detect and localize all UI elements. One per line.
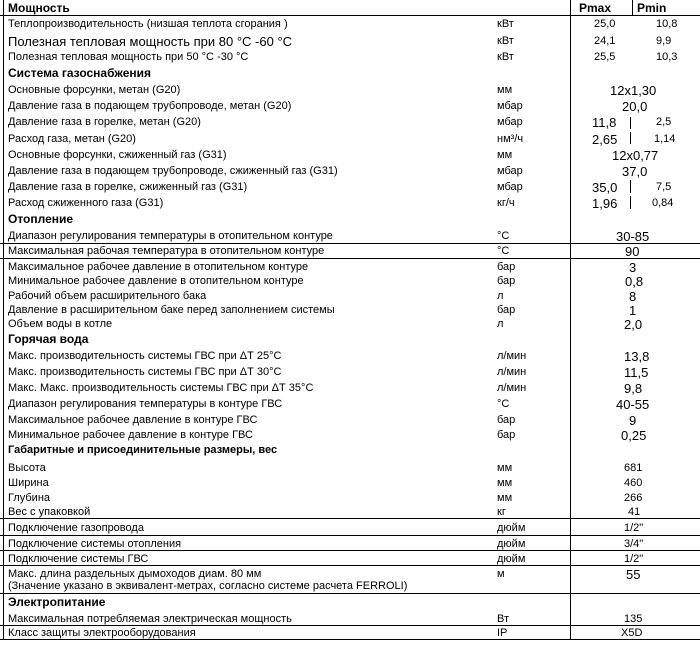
row-value: 9	[629, 413, 637, 428]
row-min: 10,8	[656, 18, 678, 30]
table-row	[0, 536, 700, 551]
row-unit: кВт	[497, 18, 514, 30]
row-label: Давление в расширительном баке перед заполнением системы	[8, 304, 335, 316]
row-unit: бар	[497, 275, 516, 287]
row-value: 3	[629, 260, 637, 275]
row-label: Минимальное рабочее давление в отопительном контуре	[8, 275, 304, 287]
row-label: Вес с упаковкой	[8, 506, 91, 518]
row-value: 12x0,77	[612, 148, 659, 163]
table-row	[0, 195, 700, 211]
row-unit: мм	[497, 462, 513, 474]
row-label: Основные форсунки, метан (G20)	[8, 84, 181, 96]
table-row	[0, 131, 700, 147]
table-row	[0, 519, 700, 536]
table-row	[0, 412, 700, 427]
table-row	[0, 348, 700, 364]
row-unit: кВт	[497, 35, 514, 47]
row-max: 1,96	[592, 196, 618, 211]
table-row	[0, 460, 700, 475]
section-hotwater	[0, 331, 700, 347]
row-value: 2,0	[624, 317, 643, 332]
row-unit: бар	[497, 261, 516, 273]
row-label: Класс защиты электрооборудования	[8, 627, 196, 639]
table-row	[0, 364, 700, 380]
table-row	[0, 98, 700, 114]
row-min: 10,3	[656, 51, 678, 63]
row-min: 2,5	[656, 116, 672, 128]
row-label: Макс. Макс. производительность системы ГВС при ΔТ 35°С	[8, 382, 314, 394]
section-gas	[0, 65, 700, 81]
table-row	[0, 259, 700, 274]
section-title: Горячая вода	[8, 332, 89, 346]
row-unit: л/мин	[497, 350, 527, 362]
row-label: Расход газа, метан (G20)	[8, 133, 136, 145]
row-unit: л	[497, 290, 504, 302]
row-unit: мбар	[497, 181, 523, 193]
row-max: 25,0	[594, 18, 616, 30]
table-row	[0, 611, 700, 626]
row-label: Давление газа в горелке, метан (G20)	[8, 116, 201, 128]
row-unit: нм³/ч	[497, 133, 524, 145]
table-row	[0, 427, 700, 443]
row-unit: дюйм	[497, 522, 526, 534]
row-unit: кВт	[497, 51, 514, 63]
row-label: Минимальное рабочее давление в контуре ГВС	[8, 429, 253, 441]
value-column-divider	[570, 0, 571, 640]
row-label: Подключение системы отопления	[8, 538, 182, 550]
row-label: Давление газа в подающем трубопроводе, сжиженный газ (G31)	[8, 165, 338, 177]
table-row	[0, 490, 700, 505]
row-label: Подключение газопровода	[8, 522, 144, 534]
row-label: Макс. производительность системы ГВС при ΔТ 30°С	[8, 366, 282, 378]
row-max: 11,8	[592, 115, 617, 130]
section-title: Габаритные и присоединительные размеры, вес	[8, 444, 278, 456]
row-value: 13,8	[624, 349, 650, 364]
row-value: 1	[629, 303, 637, 318]
row-label: Расход сжиженного газа (G31)	[8, 197, 164, 209]
minmax-divider	[630, 196, 631, 209]
header-divider	[0, 15, 700, 16]
left-border	[3, 0, 4, 640]
row-unit: °С	[497, 245, 510, 257]
row-value: X5D	[621, 627, 643, 639]
row-unit: мбар	[497, 165, 523, 177]
table-row	[0, 380, 700, 396]
row-unit: кг/ч	[497, 197, 515, 209]
row-value: 1/2"	[624, 522, 644, 534]
table-row	[0, 16, 700, 32]
row-unit: мм	[497, 84, 513, 96]
row-unit: л/мин	[497, 382, 527, 394]
row-label: Максимальная рабочая температура в отопительном контуре	[8, 245, 325, 257]
row-label: Высота	[8, 462, 46, 474]
row-label: Полезная тепловая мощность при 80 °С -60 °С	[8, 34, 293, 49]
row-label: Подключение системы ГВС	[8, 553, 149, 565]
table-row	[0, 82, 700, 98]
row-unit: л	[497, 318, 504, 330]
row-unit: кг	[497, 506, 506, 518]
table-row	[0, 274, 700, 288]
row-label: Полезная тепловая мощность при 50 °С -30 °С	[8, 51, 249, 63]
row-value: 30-85	[616, 229, 650, 244]
minmax-divider	[630, 180, 631, 193]
row-unit: мм	[497, 149, 513, 161]
row-min: 0,84	[652, 197, 674, 209]
row-label: Ширина	[8, 477, 49, 489]
row-value: 20,0	[622, 99, 648, 114]
row-value: 0,25	[621, 428, 647, 443]
table-row	[0, 505, 700, 519]
row-unit: дюйм	[497, 538, 526, 550]
row-label: Макс. производительность системы ГВС при ΔТ 25°С	[8, 350, 282, 362]
header-pmin: Pmin	[637, 1, 667, 15]
row-max: 25,5	[594, 51, 616, 63]
row-min: 9,9	[656, 35, 672, 47]
table-row	[0, 303, 700, 317]
row-label: Максимальное рабочее давление в отопительном контуре	[8, 261, 309, 273]
row-min: 1,14	[654, 133, 676, 145]
minmax-divider	[630, 117, 631, 129]
row-unit: бар	[497, 304, 516, 316]
row-unit: IP	[497, 627, 508, 639]
row-value: 37,0	[622, 164, 648, 179]
row-unit: бар	[497, 429, 516, 441]
header-pmax: Pmax	[579, 1, 612, 15]
section-title: Отопление	[8, 212, 74, 226]
row-label: Максимальное рабочее давление в контуре ГВС	[8, 414, 258, 426]
row-unit: дюйм	[497, 553, 526, 565]
row-value: 41	[628, 506, 641, 518]
row-value: 3/4"	[624, 538, 644, 550]
table-row	[0, 49, 700, 65]
table-row	[0, 396, 700, 412]
section-dimensions	[0, 443, 700, 459]
table-header	[0, 0, 700, 14]
row-value: 1/2"	[624, 553, 644, 565]
row-unit: л/мин	[497, 366, 527, 378]
table-row	[0, 114, 700, 131]
row-label: Объем воды в котле	[8, 318, 113, 330]
section-title: Электропитание	[8, 595, 106, 609]
table-row	[0, 475, 700, 490]
row-min: 7,5	[656, 181, 672, 193]
row-label: Диапазон регулирования температуры в контуре ГВС	[8, 398, 283, 410]
row-unit: мбар	[497, 100, 523, 112]
table-row	[0, 147, 700, 163]
row-label: Основные форсунки, сжиженный газ (G31)	[8, 149, 227, 161]
row-value: 40-55	[616, 397, 650, 412]
table-row	[0, 163, 700, 179]
row-value: 12x1,30	[610, 83, 657, 98]
row-max: 24,1	[594, 35, 616, 47]
row-unit: м	[497, 568, 505, 580]
row-unit: °С	[497, 230, 510, 242]
row-max: 2,65	[592, 132, 618, 147]
row-label: Макс. длина раздельных дымоходов диам. 80 мм	[8, 568, 262, 580]
table-row	[0, 244, 700, 259]
row-value: 11,5	[624, 365, 649, 380]
row-value: 460	[624, 477, 643, 489]
row-unit: °С	[497, 398, 510, 410]
row-label: Давление газа в горелке, сжиженный газ (G31)	[8, 181, 248, 193]
row-value: 0,8	[625, 274, 644, 289]
table-row	[0, 317, 700, 331]
table-row	[0, 179, 700, 195]
row-label: Рабочий объем расширительного бака	[8, 290, 207, 302]
section-electric	[0, 594, 700, 610]
row-note: (Значение указано в эквивалент-метрах, согласно системе расчета FERROLI)	[8, 580, 408, 592]
section-heating	[0, 211, 700, 228]
row-unit: мбар	[497, 116, 523, 128]
row-unit: мм	[497, 492, 513, 504]
row-label: Глубина	[8, 492, 51, 504]
row-unit: мм	[497, 477, 513, 489]
header-title: Мощность	[8, 1, 70, 15]
minmax-divider	[630, 132, 631, 144]
row-label: Диапазон регулирования температуры в отопительном контуре	[8, 230, 333, 242]
header-pmax-divider	[632, 0, 633, 15]
row-label: Максимальная потребляемая электрическая мощность	[8, 613, 292, 625]
row-label: Теплопроизводительность (низшая теплота сгорания )	[8, 18, 288, 30]
row-value: 8	[629, 289, 637, 304]
table-row	[0, 32, 700, 49]
table-row	[0, 288, 700, 303]
row-max: 35,0	[592, 180, 618, 195]
row-value: 9,8	[624, 381, 643, 396]
table-row	[0, 228, 700, 244]
row-value: 135	[624, 613, 643, 625]
section-title: Система газоснабжения	[8, 66, 151, 80]
row-unit: Вт	[497, 613, 510, 625]
row-value: 55	[626, 567, 641, 582]
table-row	[0, 551, 700, 566]
row-value: 266	[624, 492, 643, 504]
row-label: Давление газа в подающем трубопроводе, метан (G20)	[8, 100, 292, 112]
table-row	[0, 626, 700, 640]
row-value: 681	[624, 462, 643, 474]
row-unit: бар	[497, 414, 516, 426]
row-value: 90	[625, 244, 640, 259]
table-row	[0, 566, 700, 594]
